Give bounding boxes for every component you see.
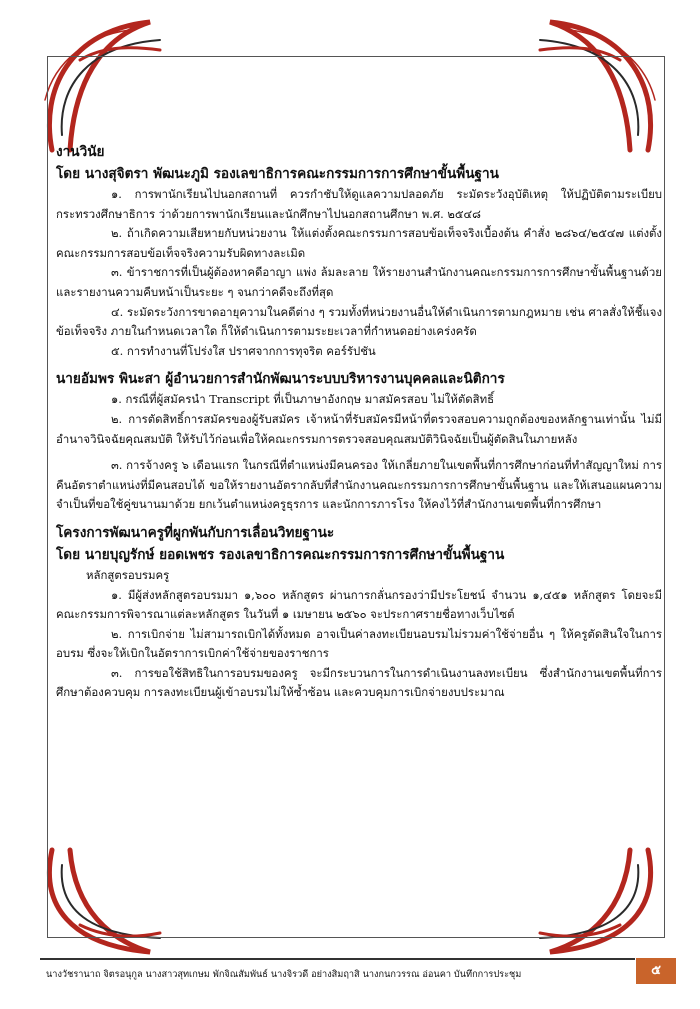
list-item: ๓. การจ้างครู ๖ เดือนแรก ในกรณีที่ตำแหน่งมีคนครอง ให้เกลี่ยภายในเขตพื้นที่การศึกษาก่อนที่ทำสัญญาใหม่ การคืนอัตราตำแหน่งที่มีคนสอบได้ ขอให้รายงานอัตรากลับที่สำนักงานคณะกรรมการการศึกษาขั้นพื้นฐาน และให้เสนอแผนความจำเป็นที่ขอใช้คู่ขนานมาด้วย ยกเว้นตำแหน่งครูธุรการ และนักการภารโรง ให้คงไว้ที่สำนักงานเขตพื้นที่การศึกษา	[56, 458, 662, 512]
section-subheading: หลักสูตรอบรมครู	[86, 567, 170, 582]
list-item: ๕. การทำงานที่โปร่งใส ปราศจากการทุจริต คอร์รัปชัน	[111, 343, 376, 358]
list-item: ๑. กรณีที่ผู้สมัครนำ Transcript ที่เป็นภาษาอังกฤษ มาสมัครสอบ ไม่ให้ตัดสิทธิ์	[111, 392, 495, 407]
section-heading: นายอัมพร พินะสา ผู้อำนวยการสำนักพัฒนาระบบบริหารงานบุคคลและนิติการ	[56, 371, 505, 388]
list-item: ๒. การตัดสิทธิ์การสมัครของผู้รับสมัคร เจ้าหน้าที่รับสมัครมีหน้าที่ตรวจสอบความถูกต้องของหลักฐานเท่านั้น ไม่มีอำนาจวินิจฉัยคุณสมบัติ ให้รับไว้ก่อนเพื่อให้คณะกรรมการตรวจสอบคุณสมบัติวินิจฉัยเป็นผู้ตัดสินในภายหลัง	[56, 411, 662, 446]
list-item: ๒. ถ้าเกิดความเสียหายกับหน่วยงาน ให้แต่งตั้งคณะกรรมการสอบข้อเท็จจริงเบื้องต้น คำสั่ง ๒๘๖๔/๒๕๔๗ แต่งตั้งคณะกรรมการสอบข้อเท็จจริงความรับผิดทางละเมิด	[56, 226, 662, 260]
list-item: ๒. การเบิกจ่าย ไม่สามารถเบิกได้ทั้งหมด อาจเป็นค่าลงทะเบียนอบรมไม่รวมค่าใช้จ่ายอื่น ๆ ให้ครูตัดสินใจในการอบรม ซึ่งจะให้เบิกในอัตราการเบิกค่าใช้จ่ายของราชการ	[56, 626, 662, 661]
spacer	[56, 361, 662, 368]
spacer	[56, 515, 662, 522]
list-item: ๔. ระมัดระวังการขาดอายุความในคดีต่าง ๆ รวมทั้งที่หน่วยงานอื่นให้ดำเนินการตามกฎหมาย เช่น ศาลสั่งให้ชี้แจงข้อเท็จจริง ภายในกำหนดเวลาใด ก็ให้ดำเนินการตามระยะเวลาที่กำหนดอย่างเคร่งครัด	[56, 304, 662, 339]
section-heading: งานวินัย	[56, 144, 105, 160]
spacer	[56, 449, 662, 456]
document-body	[56, 141, 662, 703]
list-item: ๑. การพานักเรียนไปนอกสถานที่ ควรกำชับให้ดูแลความปลอดภัย ระมัดระวังอุบัติเหตุ ให้ปฏิบัติตามระเบียบกระทรวงศึกษาธิการ ว่าด้วยการพานักเรียนและนักศึกษาไปนอกสถานศึกษา พ.ศ. ๒๕๔๘	[56, 187, 662, 221]
page-number-badge: ๕	[636, 958, 676, 984]
section-heading: โครงการพัฒนาครูที่ผูกพันกับการเลื่อนวิทยฐานะ	[56, 524, 335, 541]
list-item: ๓. ข้าราชการที่เป็นผู้ต้องหาคดีอาญา แพ่ง ล้มละลาย ให้รายงานสำนักงานคณะกรรมการการศึกษาขั้นพื้นฐานด้วย และรายงานความคืบหน้าเป็นระยะ ๆ จนกว่าคดีจะถึงที่สุด	[56, 265, 662, 299]
section-byline: โดย นายบุญรักษ์ ยอดเพชร รองเลขาธิการคณะกรรมการการศึกษาขั้นพื้นฐาน	[56, 546, 505, 563]
footer-divider	[40, 958, 635, 960]
list-item: ๑. มีผู้ส่งหลักสูตรอบรมมา ๑,๖๐๐ หลักสูตร ผ่านการกลั่นกรองว่ามีประโยชน์ จำนวน ๑,๔๕๑ หลักสูตร โดยจะมีคณะกรรมการพิจารณาแต่ละหลักสูตร ในวันที่ ๑ เมษายน ๒๕๖๐ จะประกาศรายชื่อทางเว็บไซต์	[56, 587, 662, 622]
list-item: ๓. การขอใช้สิทธิในการอบรมของครู จะมีกระบวนการในการดำเนินงานลงทะเบียน ซึ่งสำนักงานเขตพื้นที่การศึกษาต้องควบคุม การลงทะเบียนผู้เข้าอบรมไม่ให้ซ้ำซ้อน และควบคุมการเบิกจ่ายงบประมาณ	[56, 665, 662, 700]
section-byline: โดย นางสุจิตรา พัฒนะภูมิ รองเลขาธิการคณะกรรมการการศึกษาขั้นพื้นฐาน	[56, 166, 499, 182]
footer-recorders: นางวัชรานาถ จิตรอนุกูล นางสาวสุทเกษม พักจิณสัมพันธ์ นางจิรวดี อย่างสิมฤาสิ นางกนกวรรณ อ่อนคา บันทึกการประชุม	[46, 969, 522, 980]
